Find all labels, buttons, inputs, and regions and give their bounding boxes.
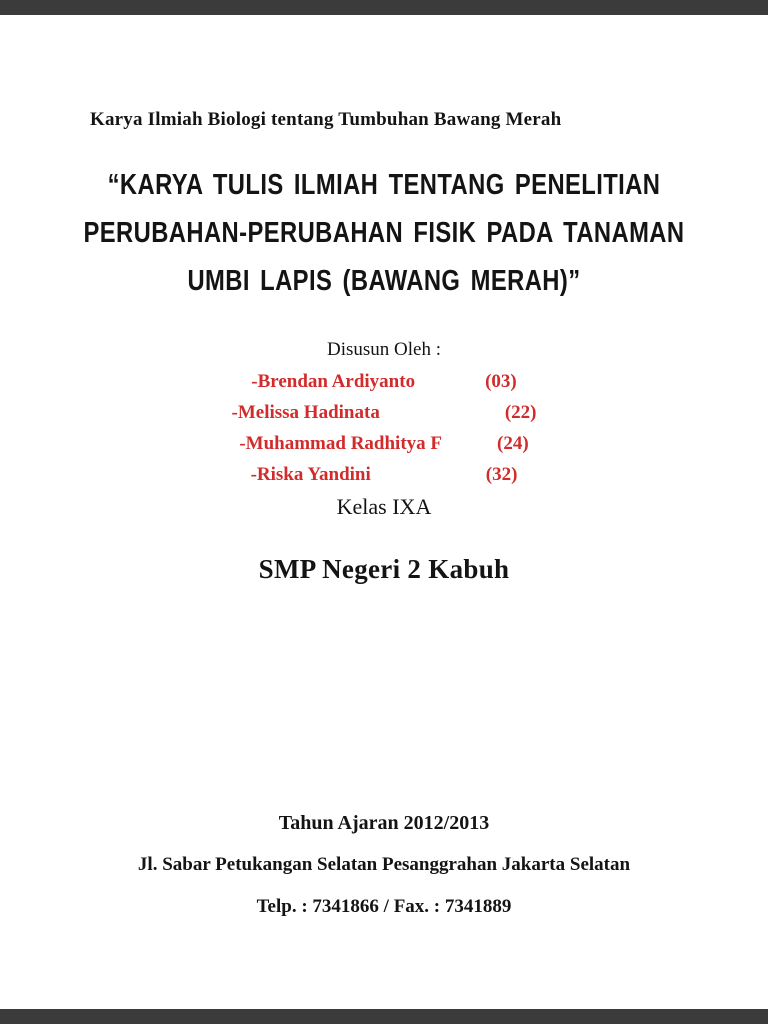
main-title-line-1: “KARYA TULIS ILMIAH TENTANG PENELITIAN (107, 169, 661, 201)
phone-fax-line: Telp. : 7341866 / Fax. : 7341889 (256, 896, 512, 917)
author-row (0, 397, 768, 428)
author-row (0, 459, 768, 490)
author-row (0, 428, 768, 459)
author-name: -Muhammad Radhitya F (239, 433, 443, 454)
author-name: -Riska Yandini (250, 464, 371, 485)
main-title-line-2: PERUBAHAN-PERUBAHAN FISIK PADA TANAMAN (83, 217, 685, 249)
letterbox-bar-top (0, 0, 768, 15)
class-label: Kelas IXA (336, 494, 432, 519)
school-address: Jl. Sabar Petukangan Selatan Pesanggrahan Jakarta Selatan (137, 854, 631, 875)
byline-heading: Disusun Oleh : (327, 339, 441, 360)
school-name: SMP Negeri 2 Kabuh (258, 554, 510, 584)
author-number: (32) (485, 464, 518, 485)
main-title (0, 161, 768, 305)
author-list (0, 366, 768, 490)
author-name: -Brendan Ardiyanto (251, 371, 416, 392)
author-row (0, 366, 768, 397)
author-number: (03) (485, 371, 517, 392)
academic-year: Tahun Ajaran 2012/2013 (278, 812, 490, 834)
header-note: Karya Ilmiah Biologi tentang Tumbuhan Bawang Merah (90, 109, 562, 130)
main-title-line-3: UMBI LAPIS (BAWANG MERAH)” (187, 265, 581, 297)
author-number: (24) (497, 433, 529, 454)
letterbox-bar-bottom (0, 1009, 768, 1024)
author-number: (22) (504, 402, 537, 423)
author-name: -Melissa Hadinata (231, 402, 380, 423)
